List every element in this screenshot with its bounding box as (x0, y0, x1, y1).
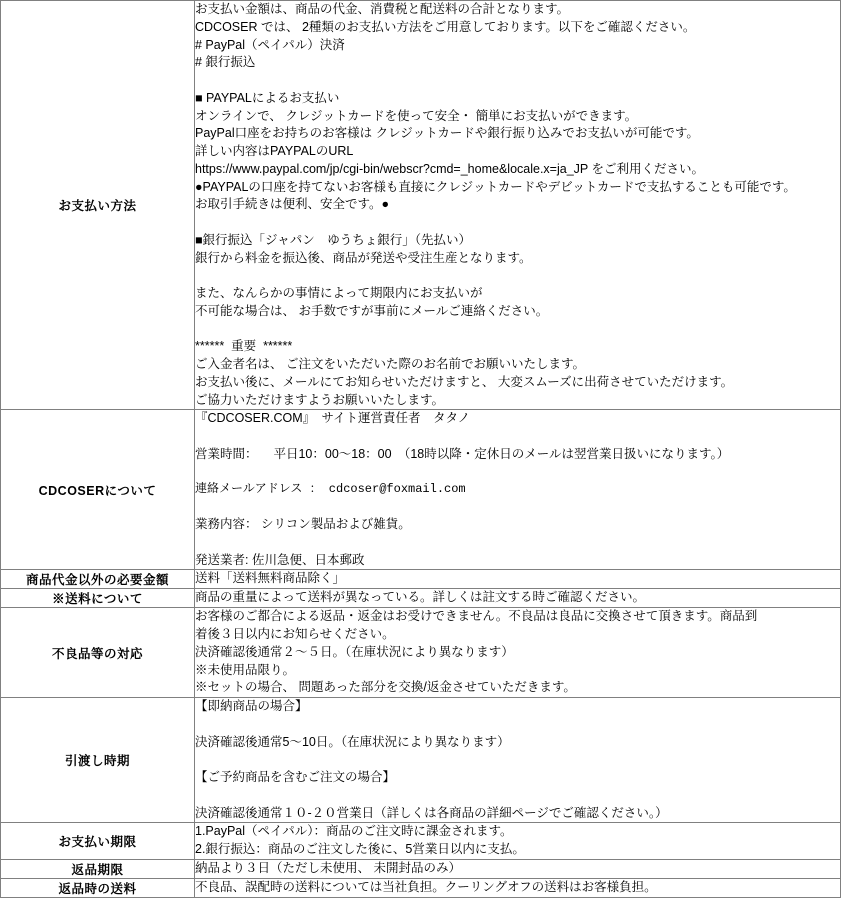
table-row (1, 698, 841, 823)
spacer-line (195, 498, 840, 516)
text-line: 不良品、誤配時の送料については当社負担。クーリングオフの送料はお客様負担。 (195, 879, 657, 894)
text-line: ご協力いただけますようお願いいたします。 (195, 392, 445, 407)
table-row (1, 608, 841, 698)
spacer-line (195, 428, 840, 446)
text-line: お支払い後に、メールにてお知らせいただけますと、 大変スムーズに出荷させていただけます。 (195, 374, 734, 389)
text-line: 2.銀行振込：商品のご注文した後に、5営業日以内に支払。 (195, 842, 525, 857)
text-line: ※未使用品限り。 (195, 662, 296, 677)
text-line: CDCOSER では、 2種類のお支払い方法をご用意しております。以下をご確認ください。 (195, 19, 696, 34)
text-line: ご入金者名は、 ご注文をいただいた際のお名前でお願いいたします。 (195, 357, 585, 371)
row-value-payment-method (195, 1, 841, 410)
paypal-url-line[interactable]: https://www.paypal.com/jp/cgi-bin/webscr?cmd=_home&locale.x=ja_JP をご利用ください。 (195, 161, 704, 176)
text-line: ■ PAYPALによるお支払い (195, 90, 340, 105)
text-line: また、なんらかの事情によって期限内にお支払いが (195, 286, 483, 300)
text-line: 【即納商品の場合】 (195, 699, 308, 714)
spacer-line (195, 751, 840, 769)
row-label-extra-charges: 商品代金以外の必要金額 (1, 570, 195, 589)
table-row (1, 1, 841, 410)
text-line: 1.PayPal（ペイパル）：商品のご注文時に課金されます。 (195, 824, 513, 839)
spacer-line (195, 321, 840, 339)
row-label-return-deadline: 返品期限 (1, 859, 195, 878)
text-line: 【ご予約商品を含むご注文の場合】 (195, 770, 396, 785)
spacer-line (195, 214, 840, 232)
row-label-defective-handling: 不良品等の対応 (1, 608, 195, 698)
text-line: お支払い金額は、商品の代金、消費税と配送料の合計となります。 (195, 2, 570, 16)
text-line: 業務内容： シリコン製品および雑貨。 (195, 517, 411, 532)
spacer-line (195, 464, 840, 482)
text-line: 着後３日以内にお知らせください。 (195, 627, 395, 642)
text-line: 銀行から料金を振込後、商品が発送や受注生産となります。 (195, 250, 532, 265)
text-line: # PayPal（ペイパル）決済 (195, 37, 345, 52)
spacer-line (195, 534, 840, 552)
row-value-delivery-time (195, 698, 841, 823)
text-line: ●PAYPALの口座を持てないお客様も直接にクレジットカードやデビットカードで支払することも可能です。 (195, 179, 796, 194)
spacer-line (195, 267, 840, 285)
text-line: ■銀行振込「ジャパン ゆうちょ銀行」（先払い） (195, 232, 472, 247)
text-line: お取引手続きは便利、安全です。● (195, 197, 390, 212)
text-line: 送料「送料無料商品除く」 (195, 571, 346, 586)
row-label-about-cdcoser: CDCOSERについて (1, 410, 195, 570)
table-row (1, 878, 841, 897)
table-row (1, 859, 841, 878)
row-label-payment-method: お支払い方法 (1, 1, 195, 410)
text-line: # 銀行振込 (195, 55, 256, 70)
text-line: 決済確認後通常２～５日。（在庫状況により異なります） (195, 644, 514, 659)
row-value-extra-charges (195, 570, 841, 589)
text-line: PayPal口座をお持ちのお客様は クレジットカードや銀行振り込みでお支払いが可能です。 (195, 126, 699, 141)
spacer-line (195, 716, 840, 734)
table-row (1, 410, 841, 570)
row-value-return-shipping (195, 878, 841, 897)
row-value-return-deadline (195, 859, 841, 878)
row-value-shipping-fee (195, 589, 841, 608)
text-line: 商品の重量によって送料が異なっている。詳しくは註文する時ご確認ください。 (195, 590, 646, 605)
text-line: 営業時間： 平日10：00～18：00 （18時以降・定休日のメールは翌営業日扱いになります。） (195, 446, 730, 461)
table-row (1, 570, 841, 589)
text-line: 決済確認後通常5～10日。（在庫状況により異なります） (195, 734, 510, 749)
spacer-line (195, 787, 840, 805)
row-label-payment-deadline: お支払い期限 (1, 823, 195, 860)
text-line: ****** 重要 ****** (195, 339, 293, 354)
row-value-defective-handling (195, 608, 841, 698)
text-line: 『CDCOSER.COM』 サイト運営責任者 タタノ (195, 411, 471, 426)
text-line: 発送業者: 佐川急便、日本郵政 (195, 552, 365, 567)
text-line: お客様のご都合による返品・返金はお受けできません。不良品は良品に交換させて頂きます。商品到 (195, 609, 758, 624)
text-line: オンラインで、 クレジットカードを使って安全・ 簡単にお支払いができます。 (195, 108, 638, 123)
row-value-about-cdcoser (195, 410, 841, 570)
table-row (1, 823, 841, 860)
text-line: 詳しい内容はPAYPALのURL (195, 144, 354, 158)
text-line: ※セットの場合、 問題あった部分を交換/返金させていただきます。 (195, 680, 576, 695)
contact-email-line[interactable]: 連絡メールアドレス ： cdcoser@foxmail.com (195, 482, 466, 497)
text-line: 納品より３日（ただし未使用、 未開封品のみ） (195, 860, 461, 875)
spacer-line (195, 72, 840, 90)
row-label-return-shipping: 返品時の送料 (1, 878, 195, 897)
text-line: 不可能な場合は、 お手数ですが事前にメールご連絡ください。 (195, 303, 549, 318)
table-row (1, 589, 841, 608)
row-value-payment-deadline (195, 823, 841, 860)
row-label-shipping-fee: ※送料について (1, 589, 195, 608)
text-line: 決済確認後通常１０-２０営業日（詳しくは各商品の詳細ページでご確認ください。） (195, 805, 668, 820)
table-body (1, 1, 841, 898)
row-label-delivery-time: 引渡し時期 (1, 698, 195, 823)
